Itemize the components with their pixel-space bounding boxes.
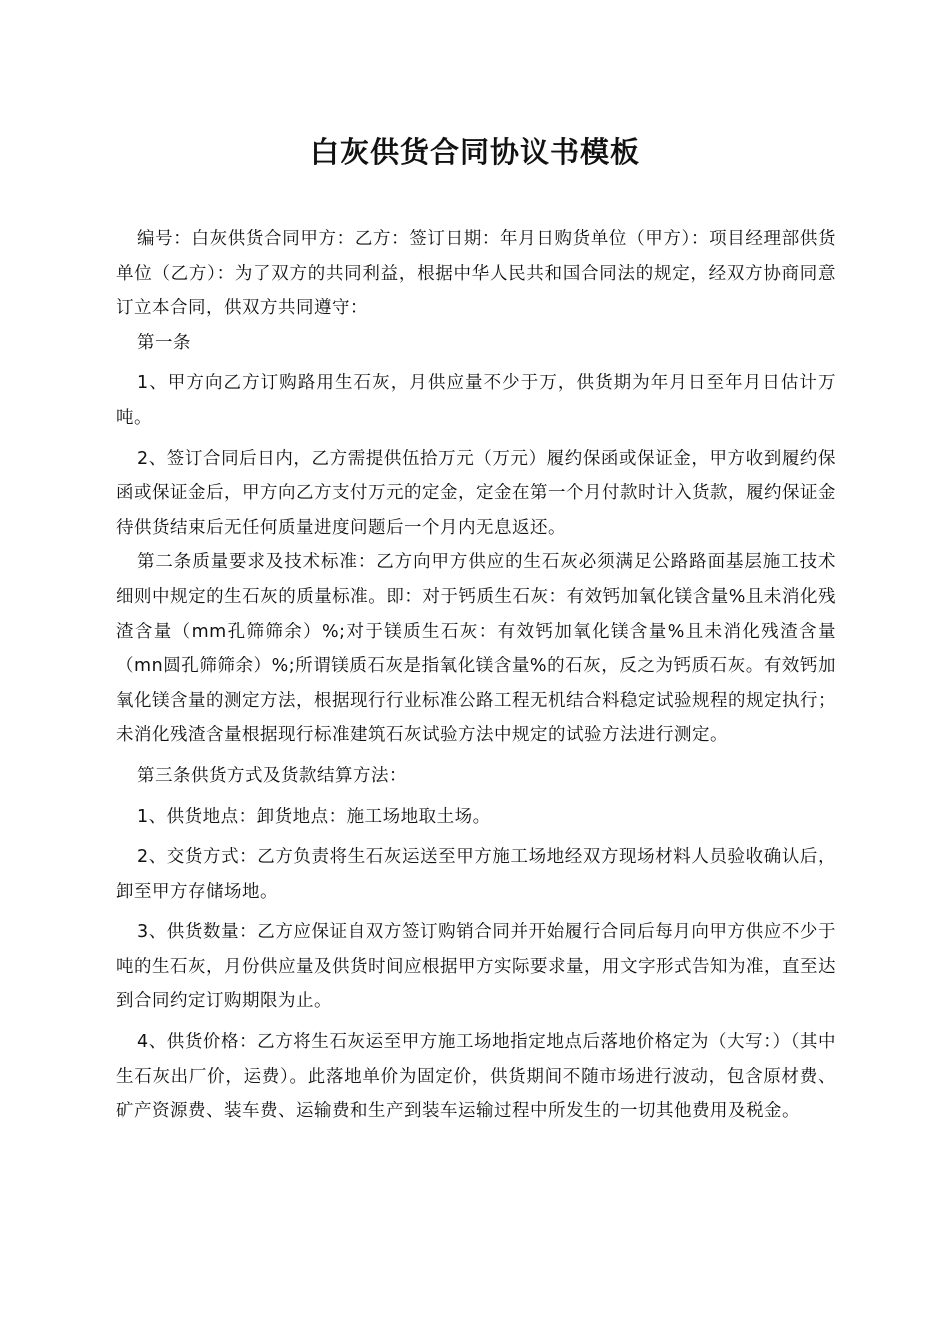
paragraph-article-3-item-2: 2、交货方式：乙方负责将生石灰运送至甲方施工场地经双方现场材料人员验收确认后，卸至甲方存储场地。 — [116, 847, 836, 902]
paragraph-article-1-heading: 第一条 — [137, 332, 191, 353]
paragraph-article-1-item-1: 1、甲方向乙方订购路用生石灰，月供应量不少于万，供货期为年月日至年月日估计万吨。 — [116, 373, 836, 428]
paragraph-article-3-item-4: 4、供货价格：乙方将生石灰运至甲方施工场地指定地点后落地价格定为（大写：）（其中生石灰出厂价，运费）。此落地单价为固定价，供货期间不随市场进行波动，包含原材费、矿产资源费、装车费、运输费和生产到装车运输过程中所发生的一切其他费用及税金。 — [116, 1032, 836, 1122]
paragraph-preamble: 编号：白灰供货合同甲方：乙方：签订日期：年月日购货单位（甲方）：项目经理部供货单位（乙方）：为了双方的共同利益，根据中华人民共和国合同法的规定，经双方协商同意订立本合同，供双方共同遵守： — [116, 229, 836, 319]
paragraph-article-1-item-2: 2、签订合同后日内，乙方需提供伍拾万元（万元）履约保函或保证金，甲方收到履约保函或保证金后，甲方向乙方支付万元的定金，定金在第一个月付款时计入货款，履约保证金待供货结束后无任何质量进度问题后一个月内无息返还。 — [116, 448, 836, 538]
paragraph-article-3-heading: 第三条供货方式及货款结算方法： — [137, 765, 407, 786]
document-title: 白灰供货合同协议书模板 — [309, 135, 640, 169]
paragraph-article-3-item-1: 1、供货地点：卸货地点：施工场地取土场。 — [137, 806, 491, 827]
paragraph-article-3-item-3: 3、供货数量：乙方应保证自双方签订购销合同并开始履行合同后每月向甲方供应不少于吨的生石灰，月份供应量及供货时间应根据甲方实际要求量，用文字形式告知为准，直至达到合同约定订购期限为止。 — [116, 922, 836, 1012]
document-body — [116, 222, 836, 1129]
paragraph-article-2-quality: 第二条质量要求及技术标准：乙方向甲方供应的生石灰必须满足公路路面基层施工技术细则中规定的生石灰的质量标准。即：对于钙质生石灰：有效钙加氧化镁含量%且未消化残渣含量（mm孔筛筛余）%;对于镁质生石灰：有效钙加氧化镁含量%且未消化残渣含量（mn圆孔筛筛余）%;所谓镁质石灰是指氧化镁含量%的石灰，反之为钙质石灰。有效钙加氧化镁含量的测定方法，根据现行行业标准公路工程无机结合料稳定试验规程的规定执行；未消化残渣含量根据现行标准建筑石灰试验方法中规定的试验方法进行测定。 — [116, 552, 836, 746]
